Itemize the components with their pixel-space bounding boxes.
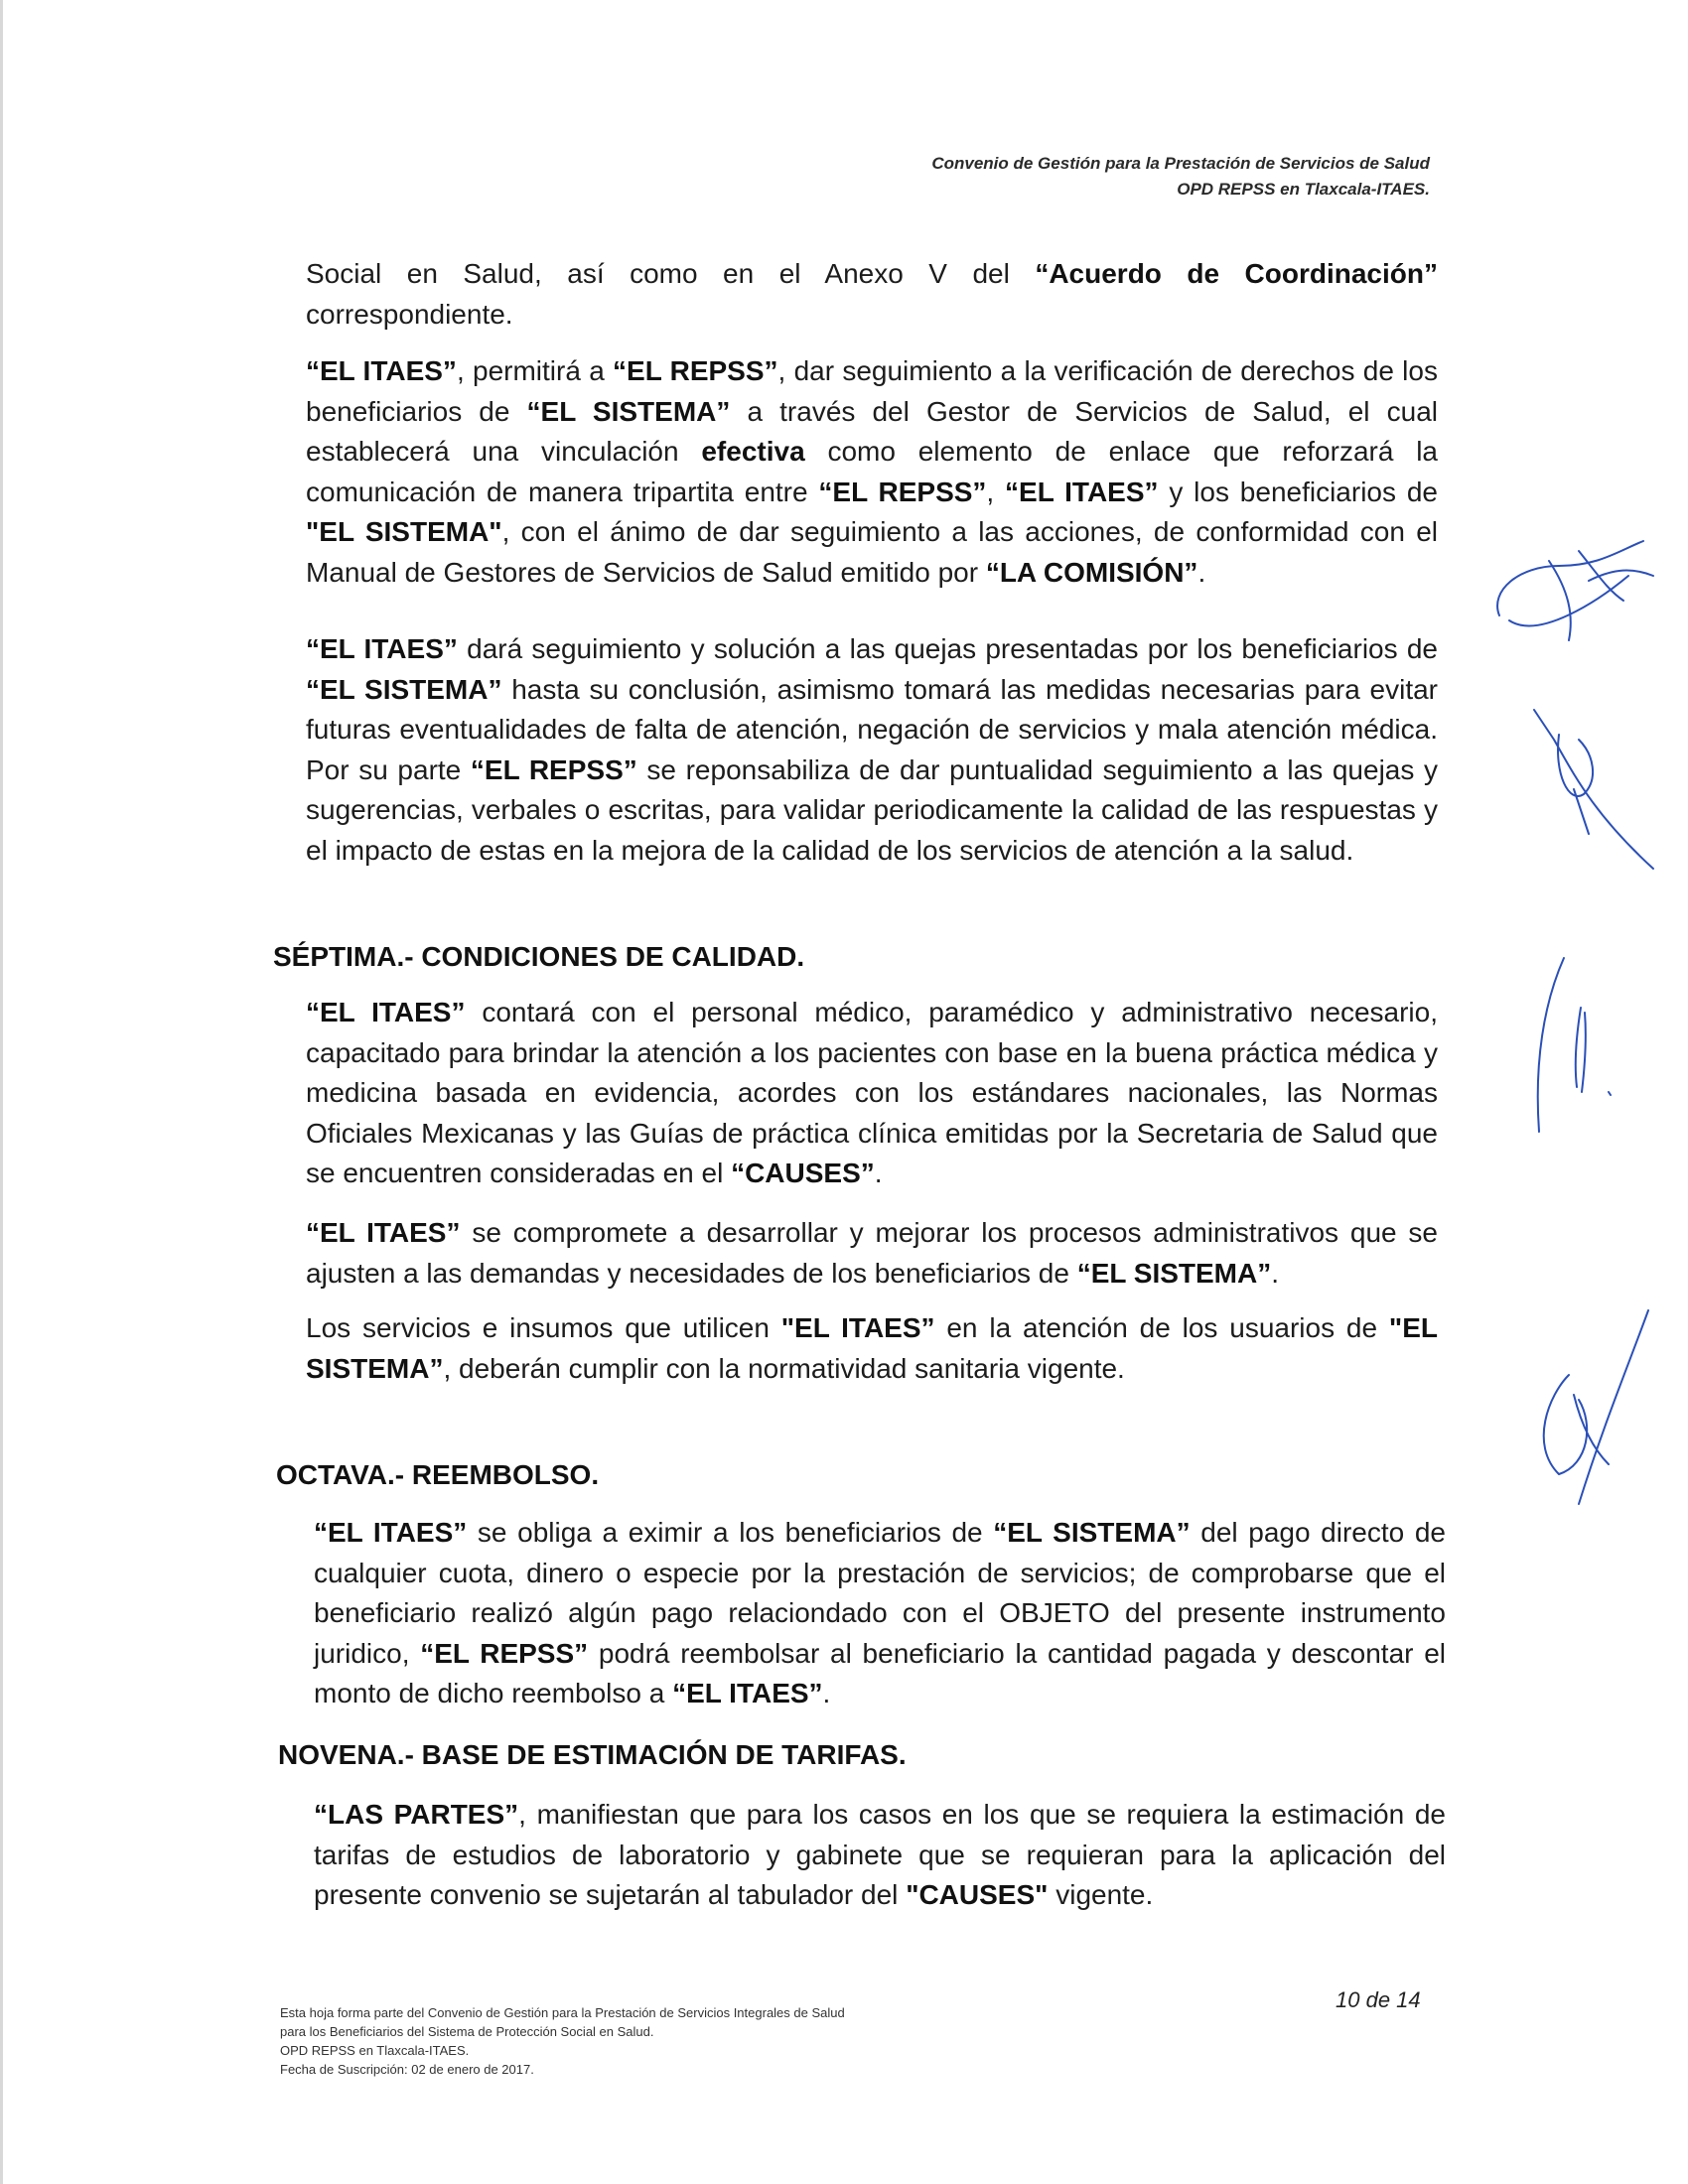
- text-run: Los servicios e insumos que utilicen: [306, 1312, 781, 1343]
- paragraph-6: [306, 1308, 1438, 1389]
- bold-term: “EL REPSS”: [613, 355, 778, 386]
- bold-term: "EL SISTEMA”: [306, 1312, 1438, 1384]
- text-run: se obliga a eximir a los beneficiarios de: [467, 1517, 994, 1548]
- bold-term: “EL ITAES”: [306, 997, 466, 1027]
- clause-octava-title: OCTAVA.- REEMBOLSO.: [276, 1459, 600, 1490]
- bold-term: “EL REPSS”: [818, 476, 987, 507]
- bold-term: “EL SISTEMA”: [1076, 1257, 1272, 1289]
- bold-term: “EL ITAES”: [314, 1517, 468, 1548]
- text-run: podrá reembolsar al beneficiario la cantidad pagada y descontar el monto de dicho reembolso a: [314, 1637, 1446, 1708]
- bold-term: “EL ITAES”: [1005, 476, 1159, 507]
- text-run: vigente.: [1048, 1879, 1154, 1910]
- text-run: se reponsabiliza de dar puntualidad seguimiento a las quejas y sugerencias, verbales o escritas, para validar periodicamente la calidad de las respuestas y el impacto de estas en la mejora de la calidad de los servicios de atención a la salud.: [306, 753, 1439, 866]
- paragraph-3: [306, 629, 1438, 871]
- text-run: se compromete a desarrollar y mejorar los procesos administrativos que se ajusten a las demandas y necesidades de los beneficiarios de: [306, 1217, 1438, 1289]
- paragraph-8: [314, 1795, 1446, 1916]
- clause-novena-title: NOVENA.- BASE DE ESTIMACIÓN DE TARIFAS.: [278, 1739, 907, 1770]
- bold-term: “LA COMISIÓN”: [985, 556, 1198, 588]
- paragraph-7: [314, 1513, 1446, 1714]
- page-header: [931, 151, 1430, 203]
- text-run: .: [1197, 556, 1206, 588]
- page-number: 10 de 14: [1336, 1987, 1421, 2012]
- signature-initial-3: [1519, 953, 1618, 1171]
- text-run: en la atención de los usuarios de: [934, 1312, 1389, 1343]
- footer-line-1: Esta hoja forma parte del Convenio de Gestión para la Prestación de Servicios Integrales de Salud: [280, 2005, 845, 2020]
- header-title: Convenio de Gestión para la Prestación de Servicios de Salud: [931, 154, 1430, 173]
- bold-term: “CAUSES”: [731, 1158, 875, 1188]
- text-run: .: [1271, 1257, 1280, 1289]
- bold-term: “EL SISTEMA”: [993, 1517, 1191, 1548]
- text-run: , manifiestan que para los casos en los que se requiera la estimación de tarifas de estudios de laboratorio y gabinete que se requieran para la aplicación del presente convenio se sujetarán al tabulador del: [314, 1799, 1446, 1910]
- footer-line-2: para los Beneficiarios del Sistema de Protección Social en Salud.: [280, 2024, 654, 2039]
- text-run: y los beneficiarios de: [1158, 476, 1438, 507]
- paragraph-1: [306, 254, 1438, 335]
- text-run: hasta su conclusión, asimismo tomará las medidas necesarias para evitar futuras eventualidades de falta de atención, negación de servicios y mala atención médica. Por su parte: [306, 673, 1438, 785]
- bold-term: “Acuerdo de Coordinación”: [1035, 258, 1438, 289]
- bold-term: “EL ITAES”: [672, 1678, 823, 1708]
- bold-term: efectiva: [701, 436, 805, 467]
- bold-term: “EL ITAES”: [306, 633, 458, 664]
- bold-term: “EL ITAES”: [306, 355, 457, 386]
- paragraph-2: [306, 351, 1438, 593]
- text-run: .: [822, 1678, 831, 1708]
- text-run: contará con el personal médico, paramédico y administrativo necesario, capacitado para brindar la atención a los pacientes con base en la buena práctica médica y medicina basada en evidencia, acordes con los estándares nacionales, las Normas Oficiales Mexicanas y las Guías de práctica clínica emitidas por la Secretaria de Salud que se encuentren consideradas en el: [306, 997, 1438, 1188]
- signature-initial-1: [1479, 521, 1668, 670]
- text-run: ,: [986, 476, 1006, 507]
- clause-septima-title: SÉPTIMA.- CONDICIONES DE CALIDAD.: [273, 941, 805, 972]
- text-run: .: [874, 1158, 883, 1188]
- text-run: , dar seguimiento a la verificación de derechos de los beneficiarios de: [306, 355, 1438, 427]
- footer-line-4: Fecha de Suscripción: 02 de enero de 2017.: [280, 2062, 534, 2077]
- text-run: correspondiente.: [306, 298, 513, 330]
- text-run: , permitirá a: [456, 355, 614, 386]
- bold-term: “LAS PARTES”: [314, 1799, 519, 1830]
- header-subtitle: OPD REPSS en Tlaxcala-ITAES.: [1177, 180, 1430, 199]
- bold-term: "EL SISTEMA": [306, 516, 502, 547]
- text-run: del pago directo de cualquier cuota, dinero o especie por la prestación de servicios; de comprobarse que el beneficiario realizó algún pago relaciondado con el OBJETO del presente instrumento juridico,: [314, 1517, 1446, 1669]
- bold-term: “EL ITAES”: [306, 1217, 461, 1248]
- page-edge: [0, 0, 3, 2184]
- footer-line-3: OPD REPSS en Tlaxcala-ITAES.: [280, 2043, 470, 2058]
- paragraph-5: [306, 1213, 1438, 1294]
- bold-term: “EL SISTEMA”: [526, 395, 731, 427]
- footer-note: [280, 2003, 845, 2079]
- text-run: dará seguimiento y solución a las quejas presentadas por los beneficiarios de: [457, 633, 1438, 664]
- text-run: , deberán cumplir con la normatividad sanitaria vigente.: [443, 1352, 1125, 1384]
- bold-term: “EL REPSS”: [420, 1637, 589, 1669]
- bold-term: "EL ITAES”: [780, 1312, 935, 1343]
- text-run: como elemento de enlace que reforzará la comunicación de manera tripartita entre: [306, 436, 1438, 507]
- text-run: , con el ánimo de dar seguimiento a las acciones, de conformidad con el Manual de Gestores de Servicios de Salud emitido por: [306, 516, 1438, 588]
- text-run: Social en Salud, así como en el Anexo V del: [306, 258, 1036, 289]
- bold-term: “EL REPSS”: [470, 753, 637, 785]
- text-run: a través del Gestor de Servicios de Salud, el cual establecerá una vinculación: [306, 395, 1438, 467]
- paragraph-4: [306, 993, 1438, 1194]
- bold-term: "CAUSES": [906, 1879, 1049, 1910]
- signature-initial-2: [1524, 695, 1663, 884]
- signature-initial-4: [1509, 1305, 1658, 1514]
- bold-term: “EL SISTEMA”: [306, 673, 502, 705]
